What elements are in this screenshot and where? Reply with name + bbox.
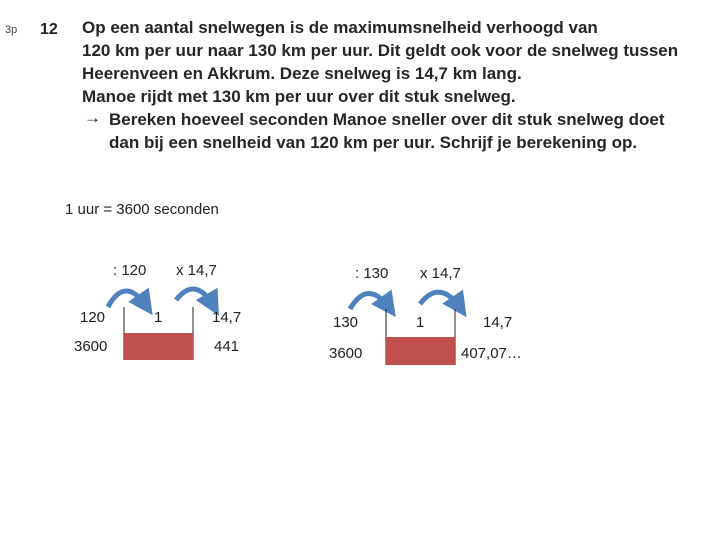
points-label: 3p [5,24,18,36]
divide-label: : 120 [113,262,147,279]
table-cell: 1 [416,314,425,331]
task-line: Bereken hoeveel seconden Manoe sneller over dit stuk snelweg doet [109,110,665,129]
table-cell: 1 [154,309,163,326]
table-cell: 14,7 [483,314,513,331]
table-cell: 3600 [74,338,108,355]
multiply-arrow-icon [176,289,214,307]
question-number: 12 [40,21,58,38]
table-cell: 407,07… [461,345,522,362]
conversion-note: 1 uur = 3600 seconden [65,201,219,218]
multiply-label: x 14,7 [420,265,461,282]
table-cell: 14,7 [212,309,242,326]
multiply-arrow-icon [420,292,461,309]
table-cell: 120 [80,309,106,326]
divide-arrow-icon [108,291,147,307]
question-line: Heerenveen en Akkrum. Deze snelweg is 14,7 km lang. [82,64,522,83]
table-cell: 3600 [329,345,363,362]
table-cell: 130 [333,314,359,331]
question-line: Op een aantal snelwegen is de maximumsnelheid verhoogd van [82,18,598,37]
task-line: dan bij een snelheid van 120 km per uur. Schrijf je berekening op. [109,133,638,152]
table-cell: 441 [214,338,240,355]
answer-cell-highlight [386,337,455,365]
multiply-label: x 14,7 [176,262,217,279]
question-line: Manoe rijdt met 130 km per uur over dit stuk snelweg. [82,87,516,106]
answer-cell-highlight [124,333,193,360]
divide-label: : 130 [355,265,389,282]
task-arrow-icon: → [84,108,101,127]
divide-arrow-icon [350,294,390,310]
question-line: 120 km per uur naar 130 km per uur. Dit geldt ook voor de snelweg tussen [82,41,679,60]
